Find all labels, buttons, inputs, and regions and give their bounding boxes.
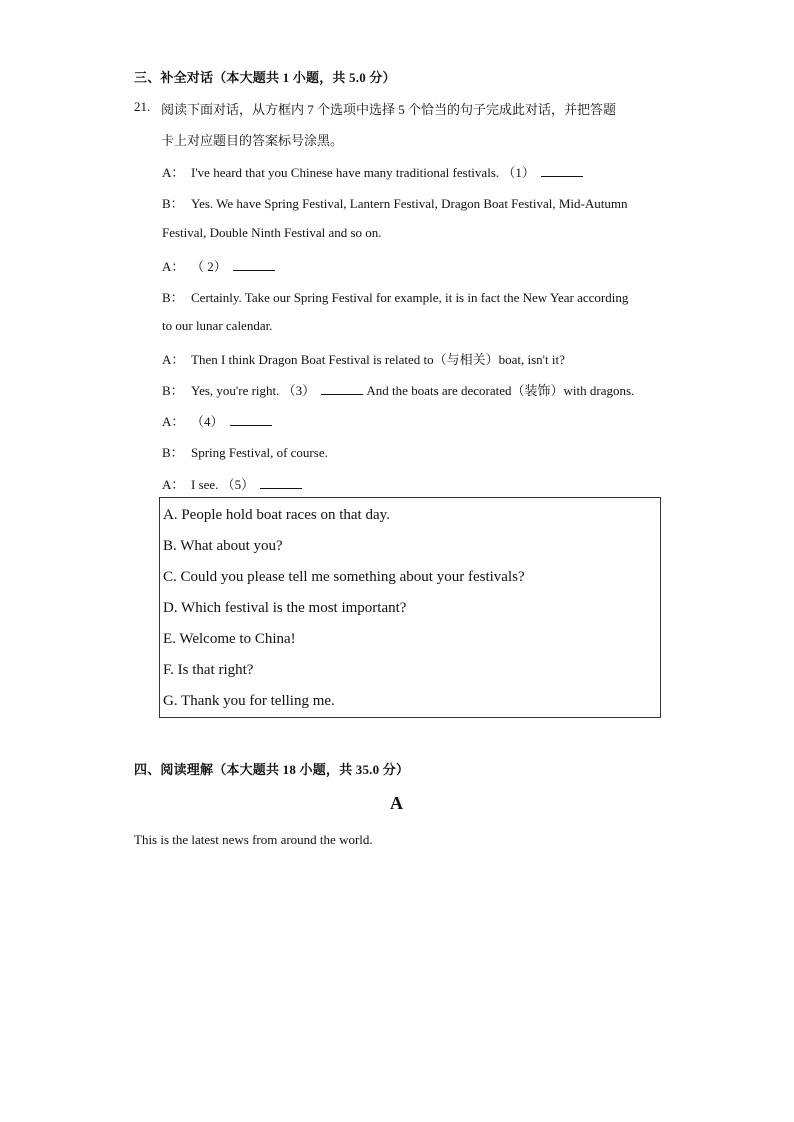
speaker-label: B：	[162, 196, 184, 211]
dialogue-line	[162, 287, 628, 306]
speaker-label: A：	[162, 414, 185, 429]
dialogue-text: I've heard that you Chinese have many traditional festivals. （1）	[191, 165, 535, 180]
dialogue-text: to our lunar calendar.	[162, 318, 273, 333]
dialogue-text: （ 2）	[191, 259, 227, 274]
speaker-label: A：	[162, 477, 185, 492]
section-3-heading: 三、补全对话（本大题共 1 小题，共 5.0 分）	[134, 70, 396, 85]
speaker-label: B：	[162, 445, 184, 460]
option-d: D. Which festival is the most important?	[163, 600, 407, 616]
dialogue-text: I see. （5）	[191, 477, 255, 492]
dialogue-line	[162, 474, 302, 493]
dialogue-line	[162, 193, 627, 212]
dialogue-line	[162, 225, 382, 241]
section-4-heading: 四、阅读理解（本大题共 18 小题，共 35.0 分）	[134, 762, 410, 777]
dialogue-text: Yes, you're right. （3）	[191, 383, 316, 398]
dialogue-text: （4）	[191, 414, 224, 429]
passage-intro: This is the latest news from around the world.	[134, 832, 373, 847]
dialogue-line	[162, 349, 565, 368]
speaker-label: B：	[162, 383, 184, 398]
option-e: E. Welcome to China!	[163, 631, 296, 647]
answer-blank-4	[230, 415, 272, 426]
question-number: 21.	[134, 99, 151, 114]
dialogue-text: Festival, Double Ninth Festival and so on.	[162, 225, 382, 240]
dialogue-line	[162, 318, 272, 334]
dialogue-line	[162, 411, 272, 430]
instruction-line-2: 卡上对应题目的答案标号涂黑。	[161, 133, 344, 148]
dialogue-line	[162, 162, 583, 181]
answer-blank-1	[541, 166, 583, 177]
option-a: A. People hold boat races on that day.	[163, 507, 390, 523]
instruction-line-1: 阅读下面对话，从方框内 7 个选项中选择 5 个恰当的句子完成此对话，并把答题	[161, 102, 617, 117]
answer-blank-3	[321, 384, 363, 395]
dialogue-text: Then I think Dragon Boat Festival is related to（与相关）boat, isn't it?	[191, 352, 565, 367]
dialogue-text-after: And the boats are decorated（装饰）with dragons.	[366, 383, 635, 398]
speaker-label: B：	[162, 290, 184, 305]
dialogue-text: Certainly. Take our Spring Festival for example, it is in fact the New Year according	[191, 290, 629, 305]
option-f: F. Is that right?	[163, 662, 254, 678]
dialogue-text: Spring Festival, of course.	[191, 445, 328, 460]
option-g: G. Thank you for telling me.	[163, 693, 335, 709]
answer-blank-5	[260, 478, 302, 489]
speaker-label: A：	[162, 352, 185, 367]
option-b: B. What about you?	[163, 538, 283, 554]
option-c: C. Could you please tell me something about your festivals?	[163, 569, 525, 585]
options-box	[159, 497, 661, 718]
speaker-label: A：	[162, 259, 185, 274]
passage-label: A	[390, 793, 403, 813]
speaker-label: A：	[162, 165, 185, 180]
dialogue-line	[162, 256, 275, 275]
dialogue-line	[162, 442, 328, 461]
dialogue-text: Yes. We have Spring Festival, Lantern Festival, Dragon Boat Festival, Mid-Autumn	[191, 196, 628, 211]
dialogue-line	[162, 380, 634, 399]
answer-blank-2	[233, 260, 275, 271]
